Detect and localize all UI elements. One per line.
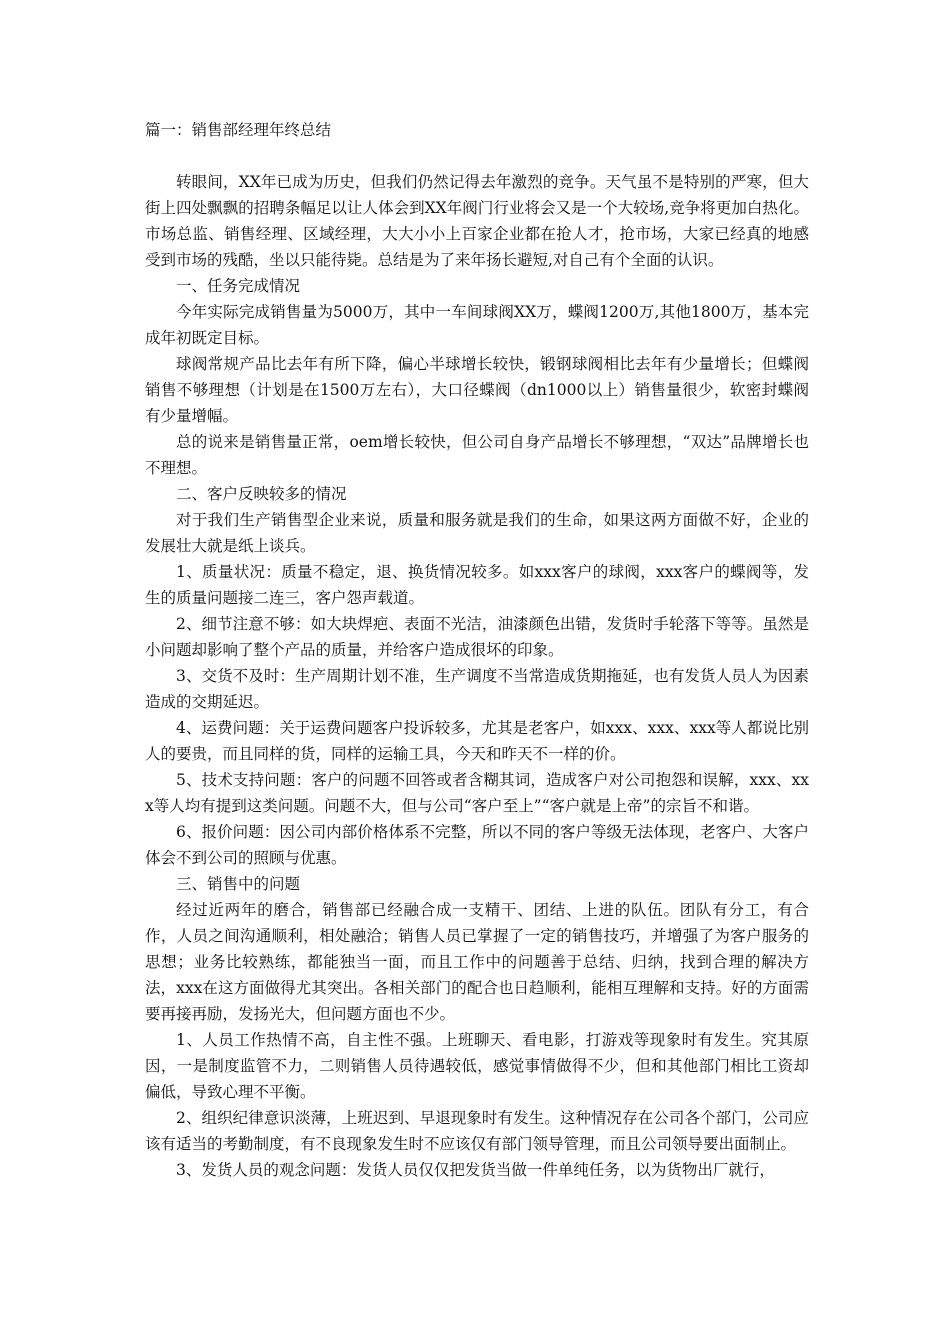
section-heading-task-completion: 一、任务完成情况: [176, 277, 301, 295]
list-item: 2、组织纪律意识淡薄，上班迟到、早退现象时有发生。这种情况存在公司各个部门，公司应该有适当的考勤制度，有不良现象发生时不应该仅有部门领导管理，而且公司领导要出面制止。: [145, 1109, 809, 1153]
paragraph: 今年实际完成销售量为5000万，其中一车间球阀XX万，蝶阀1200万,其他1800万，基本完成年初既定目标。: [145, 303, 809, 347]
paragraph: 对于我们生产销售型企业来说，质量和服务就是我们的生命，如果这两方面做不好，企业的发展壮大就是纸上谈兵。: [145, 511, 809, 555]
paragraph: 球阀常规产品比去年有所下降，偏心半球增长较快，锻钢球阀相比去年有少量增长；但蝶阀销售不够理想（计划是在1500万左右），大口径蝶阀（dn1000以上）销售量很少，软密封蝶阀有少量增幅。: [145, 355, 809, 425]
paragraph-intro: 转眼间，XX年已成为历史，但我们仍然记得去年激烈的竞争。天气虽不是特别的严寒，但大街上四处飘飘的招聘条幅足以让人体会到XX年阀门行业将会又是一个大较场,竞争将更加白热化。市场总监、销售经理、区域经理，大大小小上百家企业都在抢人才，抢市场，大家已经真的地感受到市场的残酷，坐以只能待毙。总结是为了来年扬长避短,对自己有个全面的认识。: [145, 173, 809, 269]
section-heading-sales-issues: 三、销售中的问题: [176, 875, 301, 893]
list-item: 3、发货人员的观念问题：发货人员仅仅把发货当做一件单纯任务，以为货物出厂就行，: [176, 1161, 775, 1179]
list-item: 1、质量状况：质量不稳定，退、换货情况较多。如xxx客户的球阀，xxx客户的蝶阀等，发生的质量问题接二连三，客户怨声载道。: [145, 563, 809, 607]
list-item: 2、细节注意不够：如大块焊疤、表面不光洁，油漆颜色出错，发货时手轮落下等等。虽然是小问题却影响了整个产品的质量，并给客户造成很坏的印象。: [145, 615, 809, 659]
paragraph: 经过近两年的磨合，销售部已经融合成一支精干、团结、上进的队伍。团队有分工，有合作，人员之间沟通顺利，相处融洽；销售人员已掌握了一定的销售技巧，并增强了为客户服务的思想；业务比较熟练，都能独当一面，而且工作中的问题善于总结、归纳，找到合理的解决方法，xxx在这方面做得尤其突出。各相关部门的配合也日趋顺利，能相互理解和支持。好的方面需要再接再励，发扬光大，但问题方面也不少。: [145, 901, 809, 1023]
list-item: 3、交货不及时：生产周期计划不准，生产调度不当常造成货期拖延，也有发货人员人为因素造成的交期延迟。: [145, 667, 809, 711]
list-item: 6、报价问题：因公司内部价格体系不完整，所以不同的客户等级无法体现，老客户、大客户体会不到公司的照顾与优惠。: [145, 823, 809, 867]
document-body: [145, 169, 809, 1183]
list-item: 4、运费问题：关于运费问题客户投诉较多，尤其是老客户，如xxx、xxx、xxx等人都说比别人的要贵，而且同样的货，同样的运输工具，今天和昨天不一样的价。: [145, 719, 809, 763]
list-item: 1、人员工作热情不高，自主性不强。上班聊天、看电影，打游戏等现象时有发生。究其原因，一是制度监管不力，二则销售人员待遇较低，感觉事情做得不少，但和其他部门相比工资却偏低，导致心理不平衡。: [145, 1031, 809, 1101]
paragraph: 总的说来是销售量正常，oem增长较快，但公司自身产品增长不够理想，“双达”品牌增长也不理想。: [145, 433, 809, 477]
document-title: 篇一：销售部经理年终总结: [145, 121, 332, 139]
list-item: 5、技术支持问题：客户的问题不回答或者含糊其词，造成客户对公司抱怨和误解，xxx、xxx等人均有提到这类问题。问题不大，但与公司“客户至上”“客户就是上帝”的宗旨不和谐。: [145, 771, 809, 815]
document-page: [145, 117, 809, 1183]
section-heading-customer-feedback: 二、客户反映较多的情况: [176, 485, 347, 503]
